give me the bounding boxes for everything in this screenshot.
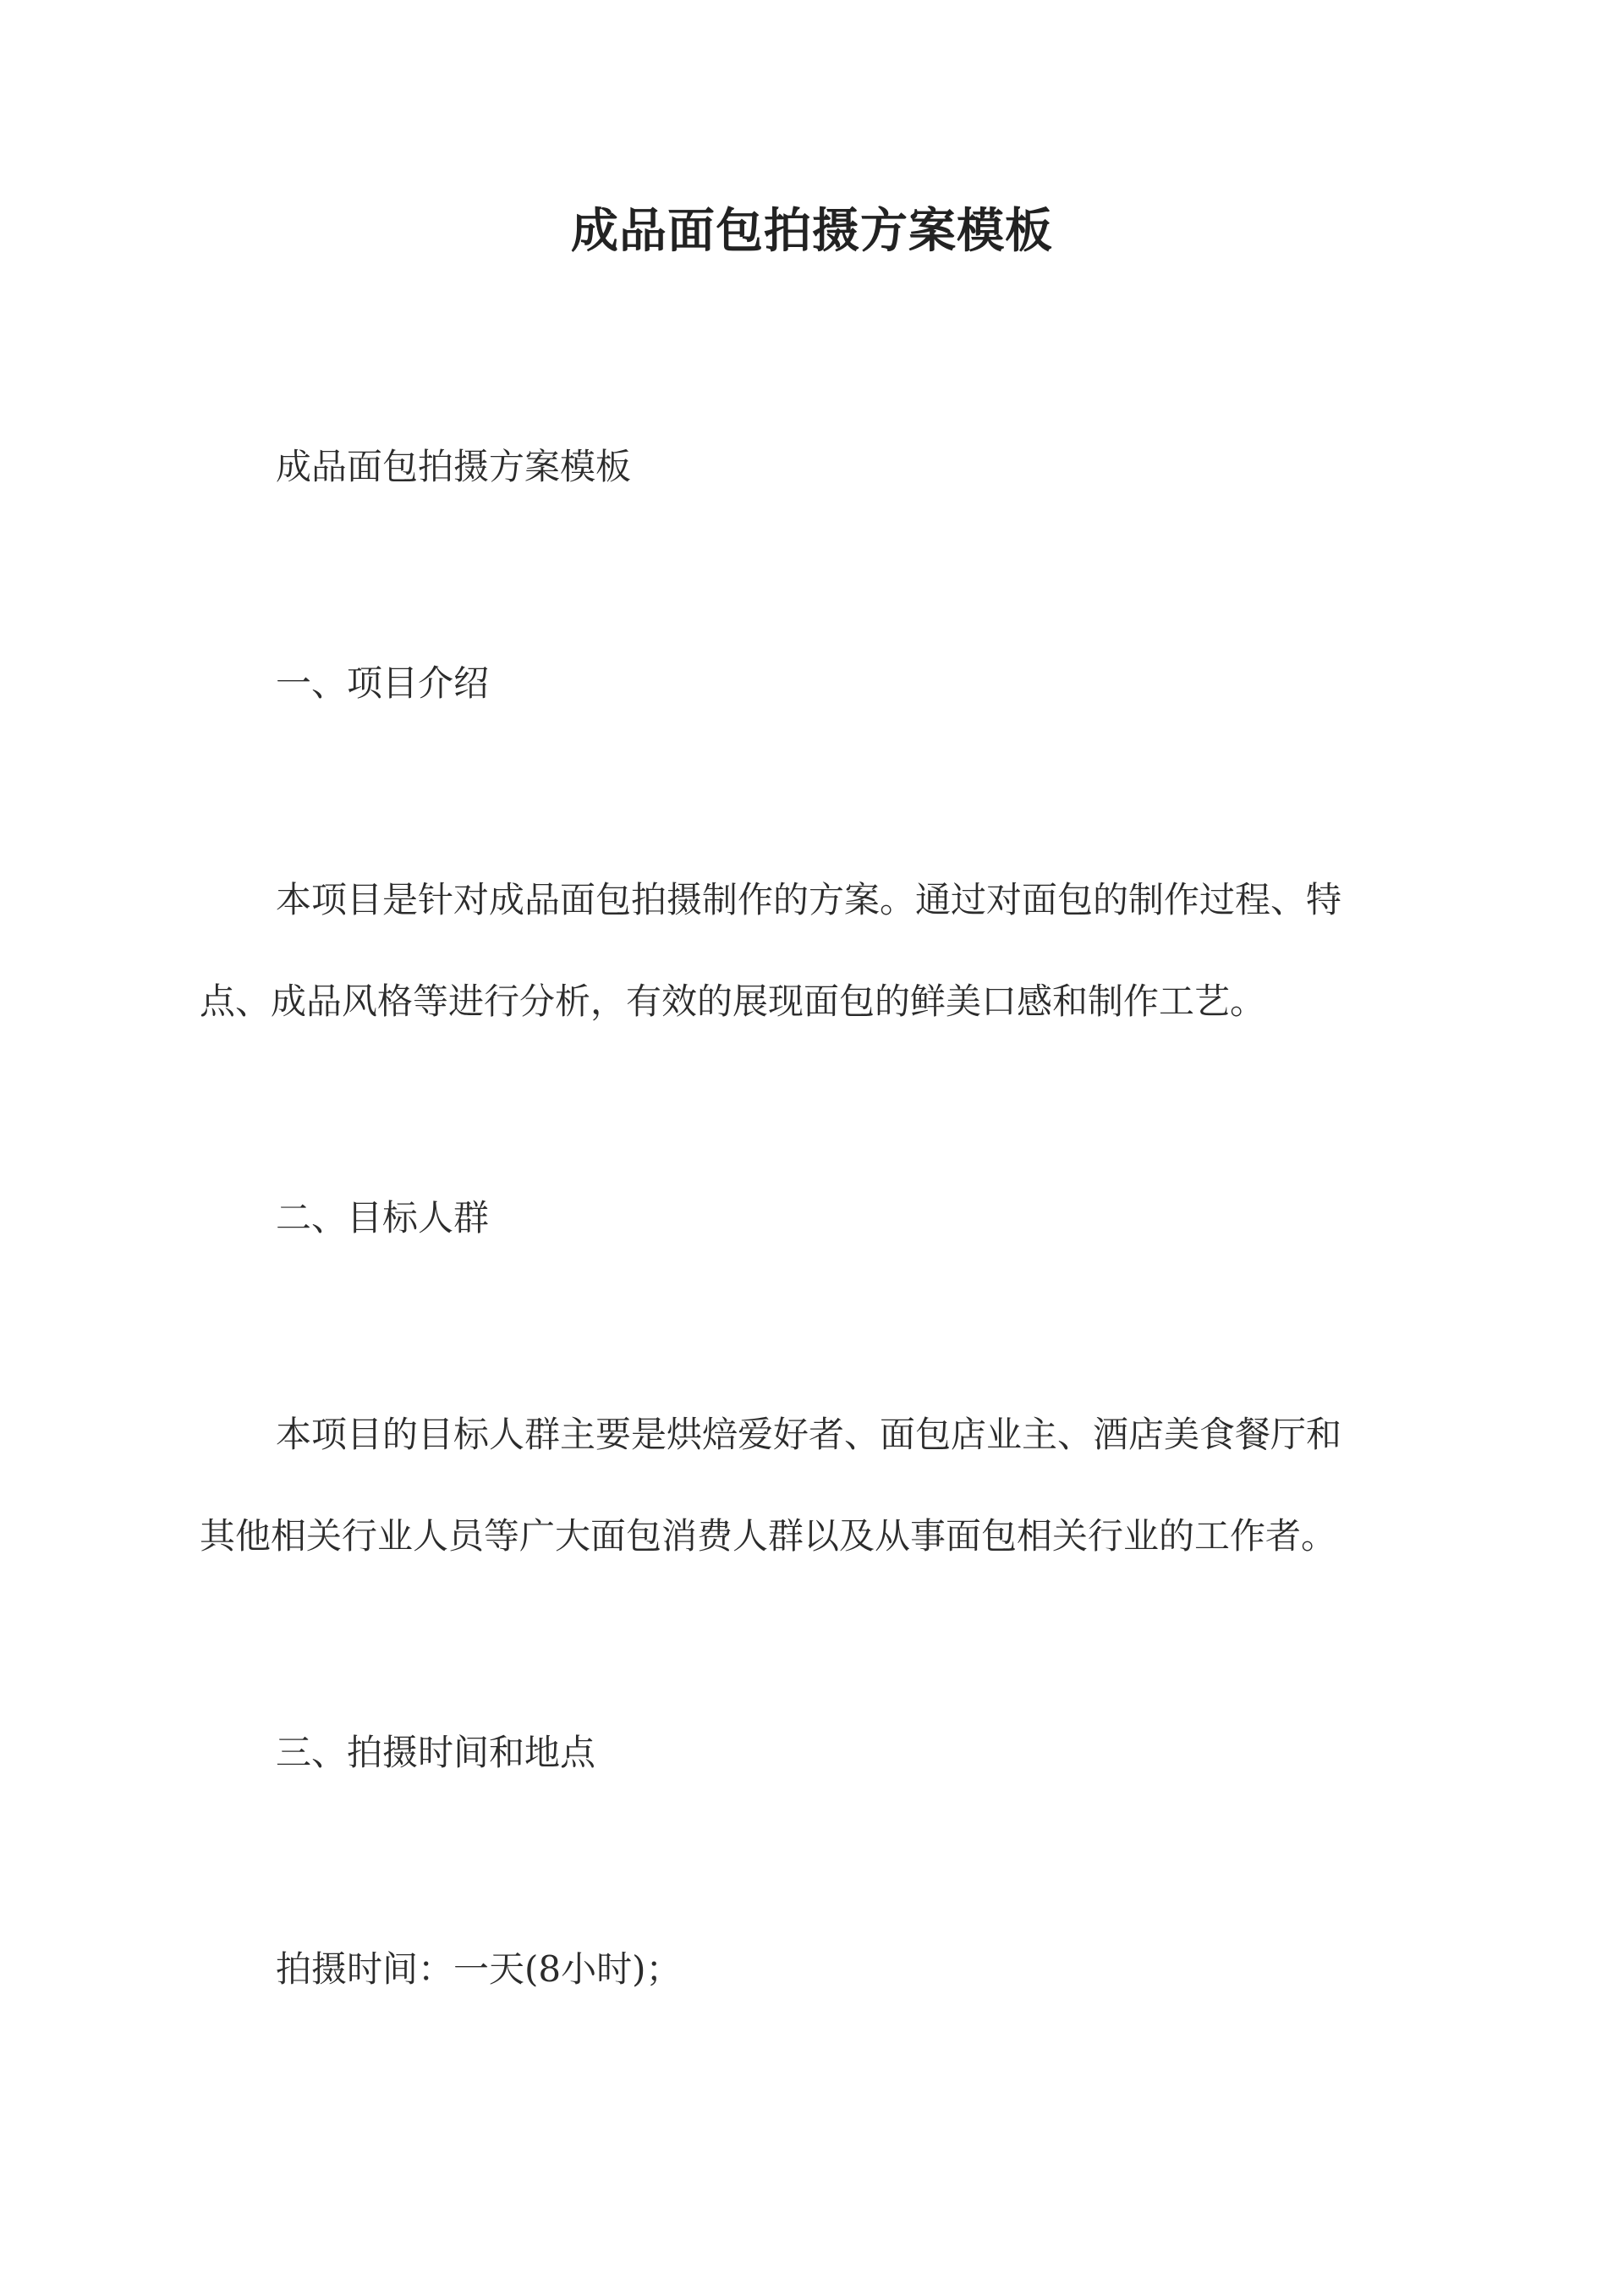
paragraph-line: 其他相关行业人员等广大面包消费人群以及从事面包相关行业的工作者。 [200, 1515, 1337, 1557]
section-heading-target-audience: 二、目标人群 [276, 1197, 490, 1239]
section-heading-time-location: 三、拍摄时间和地点 [276, 1732, 596, 1773]
paragraph-line: 本项目的目标人群主要是烘焙爱好者、面包店业主、酒店美食餐厅和 [276, 1414, 1342, 1455]
paragraph-line: 点、成品风格等进行分析，有效的展现面包的鲜美口感和制作工艺。 [200, 980, 1266, 1022]
document-subtitle: 成品面包拍摄方案模板 [276, 446, 632, 487]
document-title: 成品面包拍摄方案模板 [571, 203, 1053, 259]
paragraph-line: 本项目是针对成品面包拍摄制作的方案。通过对面包的制作过程、特 [276, 879, 1342, 920]
paragraph-line: 拍摄时间：一天(8小时)； [276, 1948, 682, 1990]
section-heading-project-intro: 一、项目介绍 [276, 662, 490, 704]
